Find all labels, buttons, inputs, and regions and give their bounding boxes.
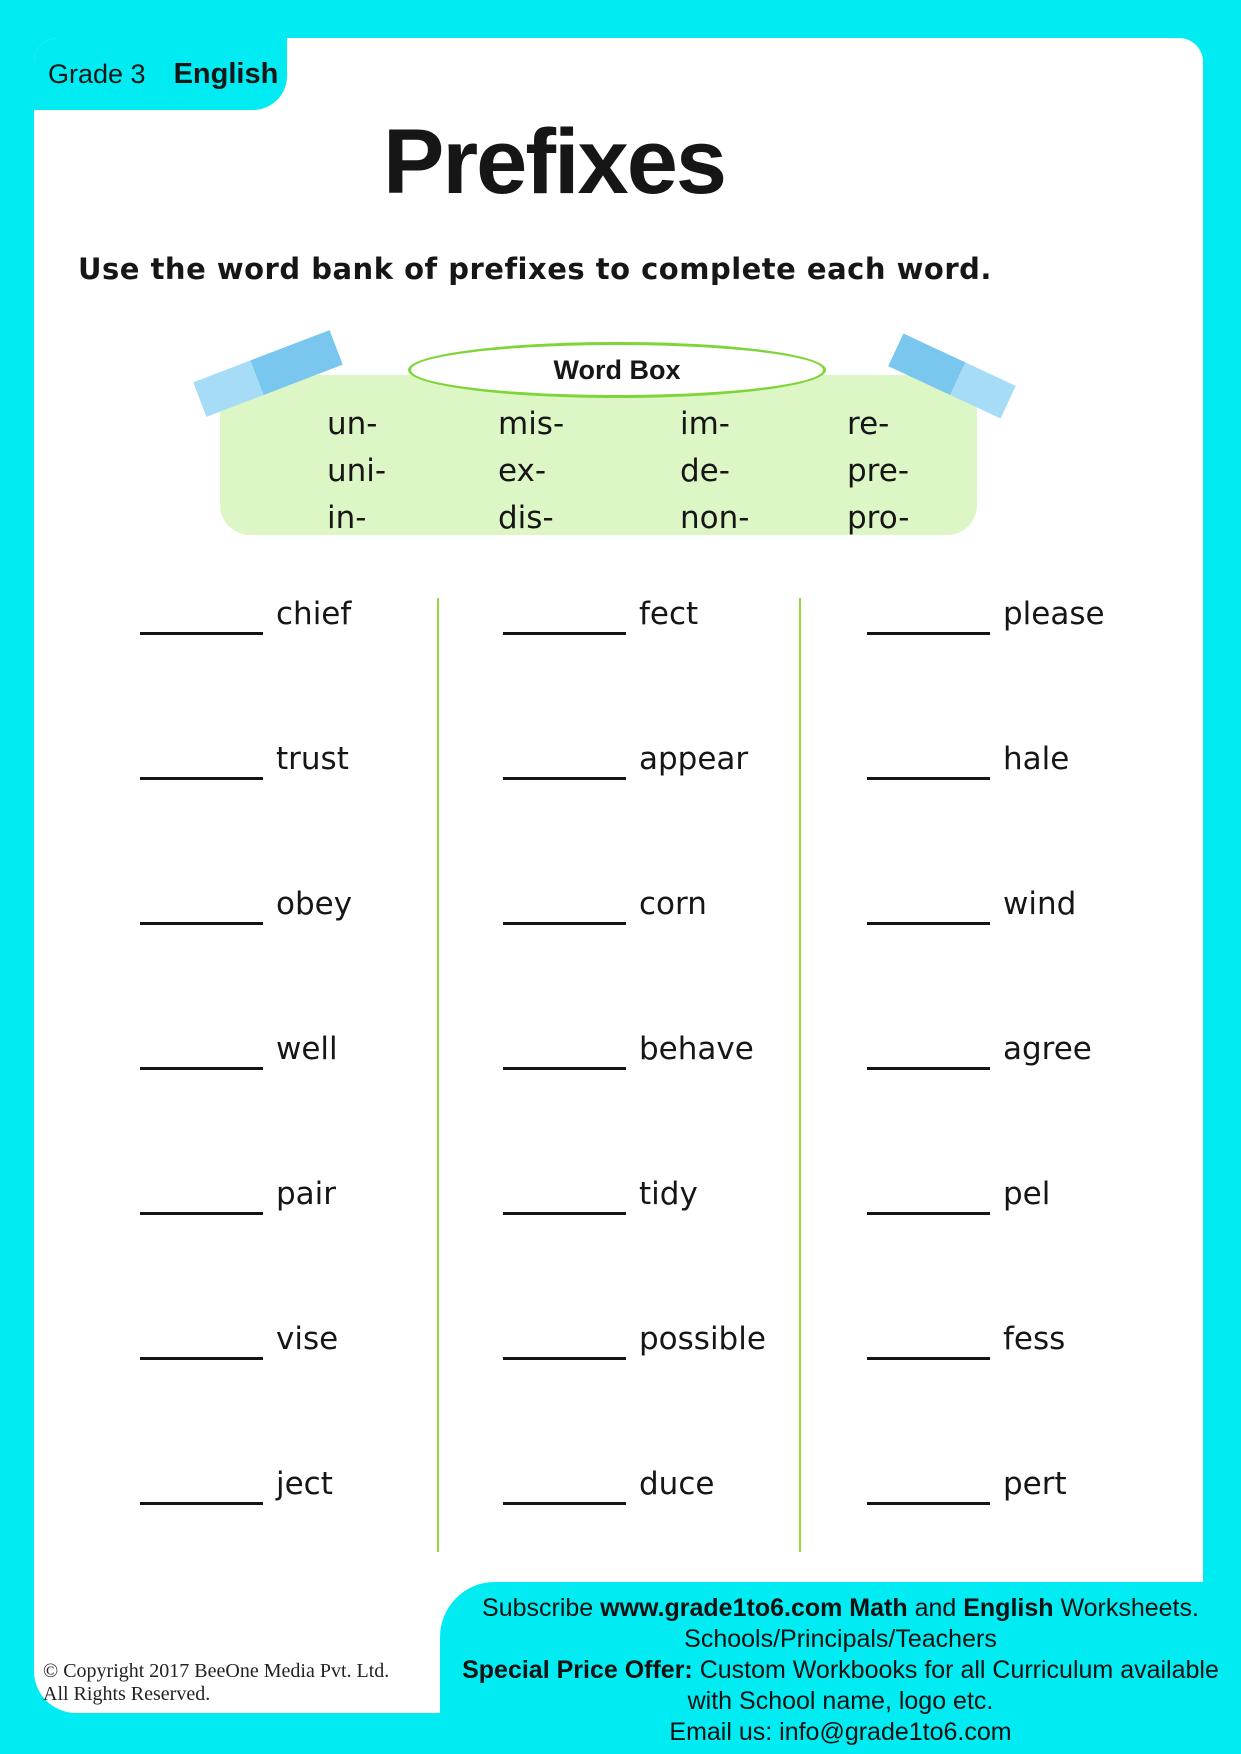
answer-blank[interactable] [140, 735, 263, 780]
fill-in-item [867, 735, 1069, 780]
footer-line-email[interactable]: Email us: info@grade1to6.com [669, 1718, 1012, 1746]
word-box-title-ellipse [408, 342, 826, 398]
fill-in-item [140, 590, 351, 635]
worksheet-title: Prefixes [383, 111, 726, 213]
answer-blank[interactable] [140, 1315, 263, 1360]
word-stem: duce [639, 1466, 715, 1502]
answer-blank[interactable] [867, 1170, 990, 1215]
fill-in-item [503, 1460, 714, 1505]
word-stem: wind [1003, 886, 1077, 922]
copyright-line: All Rights Reserved. [43, 1683, 211, 1705]
answer-blank[interactable] [503, 1025, 626, 1070]
answer-blank[interactable] [140, 1025, 263, 1070]
word-stem: ject [276, 1466, 333, 1502]
footer-text-bold: English [963, 1594, 1054, 1622]
word-stem: fess [1003, 1321, 1066, 1357]
answer-blank[interactable] [503, 880, 626, 925]
copyright-line: © Copyright 2017 BeeOne Media Pvt. Ltd. [43, 1660, 390, 1682]
answer-blank[interactable] [503, 1460, 626, 1505]
word-stem: well [276, 1031, 338, 1067]
fill-in-item [503, 1025, 754, 1070]
footer-line-customization: with School name, logo etc. [687, 1687, 994, 1715]
subject-label: English [173, 57, 279, 90]
grade-subject-badge [34, 38, 287, 110]
word-stem: vise [276, 1321, 339, 1357]
answer-blank[interactable] [867, 1460, 990, 1505]
prefix-item: ex- [498, 453, 547, 489]
word-stem: pair [276, 1176, 337, 1212]
word-stem: fect [639, 596, 699, 632]
fill-in-item [140, 1170, 336, 1215]
fill-in-item [503, 1170, 698, 1215]
grade-label: Grade 3 [48, 58, 146, 89]
footer-text: Subscribe [482, 1594, 601, 1622]
prefix-item: non- [680, 500, 750, 536]
word-box-label: Word Box [553, 354, 681, 385]
footer-line-offer [440, 1655, 1241, 1686]
word-stem: obey [276, 886, 353, 922]
answer-blank[interactable] [140, 590, 263, 635]
fill-in-item [867, 1460, 1067, 1505]
instruction-text: Use the word bank of prefixes to complete each word. [78, 252, 992, 286]
word-stem: behave [639, 1031, 754, 1067]
answer-blank[interactable] [867, 880, 990, 925]
prefix-item: im- [680, 406, 730, 442]
footer-offer-label: Special Price Offer: [462, 1656, 693, 1684]
fill-in-item [140, 735, 349, 780]
fill-in-item [140, 1025, 338, 1070]
fill-in-item [140, 1460, 333, 1505]
answer-blank[interactable] [503, 1170, 626, 1215]
word-stem: hale [1003, 741, 1070, 777]
footer-text: Worksheets. [1053, 1594, 1199, 1622]
footer-banner [440, 1582, 1241, 1754]
word-stem: please [1003, 596, 1105, 632]
footer-line-audience: Schools/Principals/Teachers [684, 1625, 997, 1653]
fill-in-item [140, 880, 352, 925]
word-stem: possible [639, 1321, 766, 1357]
word-stem: corn [639, 886, 707, 922]
prefix-item: un- [327, 406, 378, 442]
word-stem: pel [1003, 1176, 1051, 1212]
word-stem: agree [1003, 1031, 1092, 1067]
fill-in-item [503, 1315, 766, 1360]
footer-site-link[interactable]: www.grade1to6.com Math [600, 1594, 908, 1622]
word-stem: chief [276, 596, 352, 632]
fill-in-item [867, 1315, 1065, 1360]
footer-text: Custom Workbooks for all Curriculum available [692, 1656, 1219, 1684]
footer-text: and [907, 1594, 964, 1622]
word-stem: pert [1003, 1466, 1067, 1502]
answer-blank[interactable] [503, 1315, 626, 1360]
prefix-item: mis- [498, 406, 565, 442]
fill-in-item [867, 590, 1105, 635]
word-box [220, 375, 977, 535]
fill-in-item [503, 590, 698, 635]
answer-blank[interactable] [867, 1025, 990, 1070]
answer-blank[interactable] [140, 1460, 263, 1505]
fill-in-item [867, 880, 1076, 925]
fill-in-item [503, 735, 748, 780]
word-stem: appear [639, 741, 749, 777]
prefix-item: in- [327, 500, 367, 536]
answer-blank[interactable] [140, 880, 263, 925]
prefix-item: pro- [847, 500, 910, 536]
fill-in-item [140, 1315, 338, 1360]
answer-blank[interactable] [867, 590, 990, 635]
column-divider [437, 598, 439, 1552]
answer-blank[interactable] [503, 735, 626, 780]
prefix-item: de- [680, 453, 730, 489]
prefix-item: pre- [847, 453, 909, 489]
fill-in-item [503, 880, 707, 925]
word-stem: trust [276, 741, 349, 777]
word-stem: tidy [639, 1176, 698, 1212]
prefix-item: dis- [498, 500, 554, 536]
answer-blank[interactable] [140, 1170, 263, 1215]
prefix-item: uni- [327, 453, 387, 489]
column-divider [799, 598, 801, 1552]
answer-blank[interactable] [867, 735, 990, 780]
prefix-item: re- [847, 406, 890, 442]
answer-blank[interactable] [503, 590, 626, 635]
fill-in-item [867, 1025, 1092, 1070]
fill-in-item [867, 1170, 1050, 1215]
copyright-notice [43, 1660, 389, 1706]
answer-blank[interactable] [867, 1315, 990, 1360]
footer-line-subscribe [440, 1593, 1241, 1624]
